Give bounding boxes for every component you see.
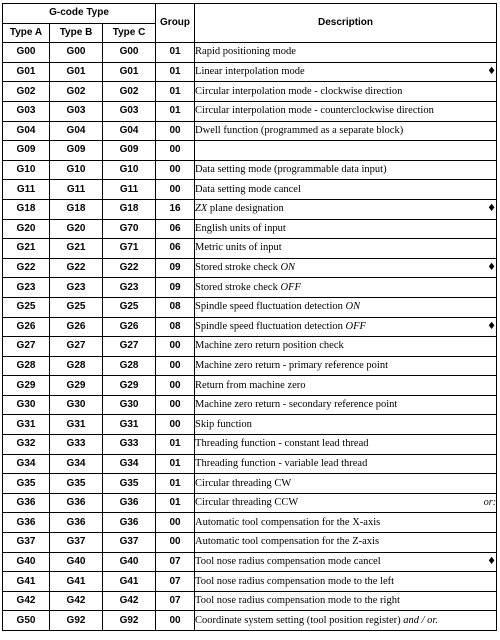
type-c-cell: G10 <box>103 160 156 180</box>
type-b-cell: G36 <box>50 493 103 513</box>
group-cell: 00 <box>156 513 195 533</box>
type-c-cell: G00 <box>103 43 156 63</box>
group-cell: 07 <box>156 572 195 592</box>
type-c-cell: G29 <box>103 376 156 396</box>
description-cell <box>195 297 497 317</box>
description-cell <box>195 376 497 396</box>
type-b-cell: G35 <box>50 474 103 494</box>
table-row <box>3 493 497 513</box>
description-text <box>195 182 301 198</box>
type-b-cell: G04 <box>50 121 103 141</box>
description-cell <box>195 199 497 219</box>
description-main: Machine zero return - secondary reference point <box>195 399 398 411</box>
type-a-cell: G21 <box>3 239 50 259</box>
description-cell <box>195 180 497 200</box>
table-row <box>3 611 497 631</box>
type-c-cell: G03 <box>103 101 156 121</box>
type-c-cell: G22 <box>103 258 156 278</box>
description-italic: and / or. <box>403 614 438 626</box>
description-text <box>195 280 301 296</box>
description-main: Machine zero return - primary reference point <box>195 359 389 371</box>
description-main: Tool nose radius compensation mode to the right <box>195 595 400 607</box>
group-cell: 16 <box>156 199 195 219</box>
description-text <box>195 436 368 452</box>
table-row <box>3 219 497 239</box>
table-row <box>3 82 497 102</box>
type-c-cell: G33 <box>103 435 156 455</box>
group-cell: 01 <box>156 43 195 63</box>
table-body <box>3 43 497 631</box>
type-a-cell: G50 <box>3 611 50 631</box>
description-cell <box>195 317 497 337</box>
type-a-cell: G37 <box>3 533 50 553</box>
description-italic: ZX <box>195 203 208 215</box>
description-main: Machine zero return position check <box>195 340 344 352</box>
table-row <box>3 572 497 592</box>
description-text <box>195 515 380 531</box>
description-text <box>195 397 397 413</box>
table-header <box>3 4 497 43</box>
description-main: Coordinate system setting (tool position register) <box>195 614 404 626</box>
description-text <box>195 338 344 354</box>
type-c-cell: G04 <box>103 121 156 141</box>
diamond-icon: ♦ <box>487 203 497 215</box>
type-b-cell: G25 <box>50 297 103 317</box>
description-cell <box>195 62 497 82</box>
description-text <box>195 221 286 237</box>
type-b-cell: G40 <box>50 552 103 572</box>
description-main: Automatic tool compensation for the Z-axis <box>195 536 380 548</box>
description-text <box>195 162 387 178</box>
type-a-cell: G00 <box>3 43 50 63</box>
description-cell <box>195 552 497 572</box>
type-b-cell: G10 <box>50 160 103 180</box>
type-c-cell: G01 <box>103 62 156 82</box>
type-a-cell: G01 <box>3 62 50 82</box>
description-main: Threading function - constant lead thread <box>195 438 369 450</box>
type-a-cell: G41 <box>3 572 50 592</box>
type-a-cell: G42 <box>3 591 50 611</box>
description-cell <box>195 219 497 239</box>
type-a-cell: G09 <box>3 141 50 161</box>
description-text <box>195 495 298 511</box>
group-cell: 00 <box>156 121 195 141</box>
group-cell: 01 <box>156 82 195 102</box>
description-cell <box>195 493 497 513</box>
row-note: or: <box>483 497 497 509</box>
description-text <box>195 456 367 472</box>
description-cell <box>195 121 497 141</box>
type-c-cell: G92 <box>103 611 156 631</box>
description-main: Spindle speed fluctuation detection <box>195 320 346 332</box>
description-text <box>195 534 379 550</box>
description-text <box>195 613 438 629</box>
type-a-cell: G10 <box>3 160 50 180</box>
description-main: Metric units of input <box>195 242 282 254</box>
type-c-cell: G09 <box>103 141 156 161</box>
type-c-cell: G70 <box>103 219 156 239</box>
description-text <box>195 103 434 119</box>
description-cell <box>195 395 497 415</box>
type-c-cell: G41 <box>103 572 156 592</box>
type-b-cell: G11 <box>50 180 103 200</box>
type-b-cell: G29 <box>50 376 103 396</box>
type-b-cell: G42 <box>50 591 103 611</box>
description-main: Circular threading CW <box>195 477 292 489</box>
type-a-cell: G28 <box>3 356 50 376</box>
type-c-cell: G40 <box>103 552 156 572</box>
diamond-icon: ♦ <box>487 320 497 332</box>
type-a-cell: G18 <box>3 199 50 219</box>
type-b-cell: G18 <box>50 199 103 219</box>
description-main: Skip function <box>195 418 252 430</box>
type-c-cell: G36 <box>103 493 156 513</box>
type-c-cell: G25 <box>103 297 156 317</box>
description-main: Threading function - variable lead thread <box>195 457 368 469</box>
description-text <box>195 44 296 60</box>
table-row <box>3 258 497 278</box>
description-main: Tool nose radius compensation mode cancel <box>195 555 381 567</box>
description-cell <box>195 591 497 611</box>
type-a-cell: G27 <box>3 337 50 357</box>
description-text <box>195 260 295 276</box>
description-suffix: plane designation <box>207 203 284 215</box>
table-row <box>3 121 497 141</box>
type-c-cell: G26 <box>103 317 156 337</box>
table-row <box>3 101 497 121</box>
table-row <box>3 513 497 533</box>
description-cell <box>195 258 497 278</box>
table-row <box>3 160 497 180</box>
table-row <box>3 297 497 317</box>
description-main: Spindle speed fluctuation detection <box>195 301 346 313</box>
type-a-cell: G20 <box>3 219 50 239</box>
group-cell: 00 <box>156 337 195 357</box>
type-b-header: Type B <box>50 23 103 43</box>
type-b-cell: G28 <box>50 356 103 376</box>
description-text <box>195 593 400 609</box>
gcode-type-header: G-code Type <box>3 4 156 24</box>
table-row <box>3 474 497 494</box>
type-a-cell: G03 <box>3 101 50 121</box>
description-main: Circular threading CCW <box>195 497 299 509</box>
description-main: Return from machine zero <box>195 379 306 391</box>
type-b-cell: G27 <box>50 337 103 357</box>
type-c-cell: G36 <box>103 513 156 533</box>
description-cell <box>195 572 497 592</box>
group-cell: 00 <box>156 395 195 415</box>
type-a-cell: G31 <box>3 415 50 435</box>
description-main: Circular interpolation mode - counterclockwise direction <box>195 105 434 117</box>
description-main: English units of input <box>195 222 286 234</box>
type-b-cell: G00 <box>50 43 103 63</box>
description-main: Data setting mode cancel <box>195 183 301 195</box>
description-cell <box>195 474 497 494</box>
type-c-cell: G35 <box>103 474 156 494</box>
type-b-cell: G09 <box>50 141 103 161</box>
type-c-cell: G28 <box>103 356 156 376</box>
type-b-cell: G21 <box>50 239 103 259</box>
group-cell: 01 <box>156 454 195 474</box>
group-cell: 08 <box>156 317 195 337</box>
type-c-cell: G31 <box>103 415 156 435</box>
type-b-cell: G03 <box>50 101 103 121</box>
type-c-cell: G42 <box>103 591 156 611</box>
table-row <box>3 552 497 572</box>
table-row <box>3 395 497 415</box>
group-cell: 00 <box>156 533 195 553</box>
type-b-cell: G20 <box>50 219 103 239</box>
group-cell: 09 <box>156 258 195 278</box>
type-b-cell: G22 <box>50 258 103 278</box>
type-b-cell: G02 <box>50 82 103 102</box>
description-cell <box>195 454 497 474</box>
description-main: Circular interpolation mode - clockwise direction <box>195 85 403 97</box>
type-b-cell: G36 <box>50 513 103 533</box>
group-header: Group <box>156 4 195 43</box>
type-a-header: Type A <box>3 23 50 43</box>
type-a-cell: G26 <box>3 317 50 337</box>
table-row <box>3 199 497 219</box>
description-italic: ON <box>345 301 361 313</box>
type-c-cell: G30 <box>103 395 156 415</box>
description-cell <box>195 82 497 102</box>
description-header: Description <box>195 4 497 43</box>
type-b-cell: G26 <box>50 317 103 337</box>
type-a-cell: G29 <box>3 376 50 396</box>
description-main: Stored stroke check <box>195 281 281 293</box>
type-c-cell: G23 <box>103 278 156 298</box>
group-cell: 09 <box>156 278 195 298</box>
description-italic: ON <box>280 262 296 274</box>
type-c-cell: G37 <box>103 533 156 553</box>
table-row <box>3 62 497 82</box>
type-a-cell: G11 <box>3 180 50 200</box>
description-text <box>195 319 366 335</box>
type-a-cell: G36 <box>3 513 50 533</box>
type-a-cell: G25 <box>3 297 50 317</box>
group-cell: 00 <box>156 180 195 200</box>
description-main: Automatic tool compensation for the X-axis <box>195 516 381 528</box>
description-main: Data setting mode (programmable data input) <box>195 164 387 176</box>
description-italic: OFF <box>345 320 366 332</box>
table-row <box>3 278 497 298</box>
group-cell: 07 <box>156 591 195 611</box>
group-cell: 00 <box>156 356 195 376</box>
group-cell: 01 <box>156 101 195 121</box>
type-b-cell: G34 <box>50 454 103 474</box>
description-text <box>195 574 394 590</box>
group-cell: 08 <box>156 297 195 317</box>
gcode-table <box>2 3 497 631</box>
description-text <box>195 123 403 139</box>
group-cell: 00 <box>156 160 195 180</box>
diamond-icon: ♦ <box>487 66 497 78</box>
description-cell <box>195 160 497 180</box>
type-b-cell: G92 <box>50 611 103 631</box>
type-a-cell: G32 <box>3 435 50 455</box>
group-cell: 01 <box>156 493 195 513</box>
type-b-cell: G30 <box>50 395 103 415</box>
description-text <box>195 417 252 433</box>
diamond-icon: ♦ <box>487 555 497 567</box>
type-a-cell: G36 <box>3 493 50 513</box>
description-cell <box>195 239 497 259</box>
table-row <box>3 533 497 553</box>
description-text <box>195 476 291 492</box>
description-cell <box>195 415 497 435</box>
description-cell <box>195 533 497 553</box>
group-cell: 00 <box>156 141 195 161</box>
group-cell: 00 <box>156 611 195 631</box>
description-cell <box>195 43 497 63</box>
type-a-cell: G35 <box>3 474 50 494</box>
diamond-icon: ♦ <box>487 262 497 274</box>
type-c-cell: G11 <box>103 180 156 200</box>
type-a-cell: G22 <box>3 258 50 278</box>
description-cell <box>195 611 497 631</box>
description-italic: OFF <box>280 281 301 293</box>
type-a-cell: G23 <box>3 278 50 298</box>
description-cell <box>195 141 497 161</box>
table-row <box>3 415 497 435</box>
table-row <box>3 317 497 337</box>
description-text <box>195 299 360 315</box>
group-cell: 00 <box>156 376 195 396</box>
table-row <box>3 356 497 376</box>
group-cell: 01 <box>156 435 195 455</box>
type-b-cell: G41 <box>50 572 103 592</box>
description-text <box>195 201 284 217</box>
description-cell <box>195 356 497 376</box>
description-cell <box>195 435 497 455</box>
type-a-cell: G40 <box>3 552 50 572</box>
description-main: Linear interpolation mode <box>195 66 305 78</box>
type-b-cell: G01 <box>50 62 103 82</box>
description-main: Dwell function (programmed as a separate block) <box>195 124 404 136</box>
type-b-cell: G31 <box>50 415 103 435</box>
description-main: Rapid positioning mode <box>195 46 296 58</box>
table-row <box>3 337 497 357</box>
group-cell: 07 <box>156 552 195 572</box>
description-cell <box>195 278 497 298</box>
type-c-cell: G27 <box>103 337 156 357</box>
description-main: Stored stroke check <box>195 262 281 274</box>
table-row <box>3 376 497 396</box>
type-b-cell: G23 <box>50 278 103 298</box>
group-cell: 01 <box>156 62 195 82</box>
type-c-cell: G18 <box>103 199 156 219</box>
group-cell: 01 <box>156 474 195 494</box>
type-a-cell: G34 <box>3 454 50 474</box>
type-b-cell: G37 <box>50 533 103 553</box>
type-a-cell: G04 <box>3 121 50 141</box>
type-c-cell: G34 <box>103 454 156 474</box>
type-b-cell: G33 <box>50 435 103 455</box>
description-text <box>195 84 402 100</box>
group-cell: 06 <box>156 219 195 239</box>
table-row <box>3 239 497 259</box>
description-cell <box>195 101 497 121</box>
description-text <box>195 554 381 570</box>
type-a-cell: G02 <box>3 82 50 102</box>
table-row <box>3 435 497 455</box>
description-text <box>195 240 282 256</box>
group-cell: 00 <box>156 415 195 435</box>
table-row <box>3 454 497 474</box>
table-row <box>3 591 497 611</box>
type-a-cell: G30 <box>3 395 50 415</box>
type-c-cell: G71 <box>103 239 156 259</box>
description-text <box>195 358 388 374</box>
description-text <box>195 378 306 394</box>
type-c-cell: G02 <box>103 82 156 102</box>
group-cell: 06 <box>156 239 195 259</box>
table-row <box>3 141 497 161</box>
table-row <box>3 43 497 63</box>
description-main: Tool nose radius compensation mode to the left <box>195 575 395 587</box>
description-text <box>195 64 305 80</box>
type-c-header: Type C <box>103 23 156 43</box>
description-cell <box>195 513 497 533</box>
table-row <box>3 180 497 200</box>
description-cell <box>195 337 497 357</box>
